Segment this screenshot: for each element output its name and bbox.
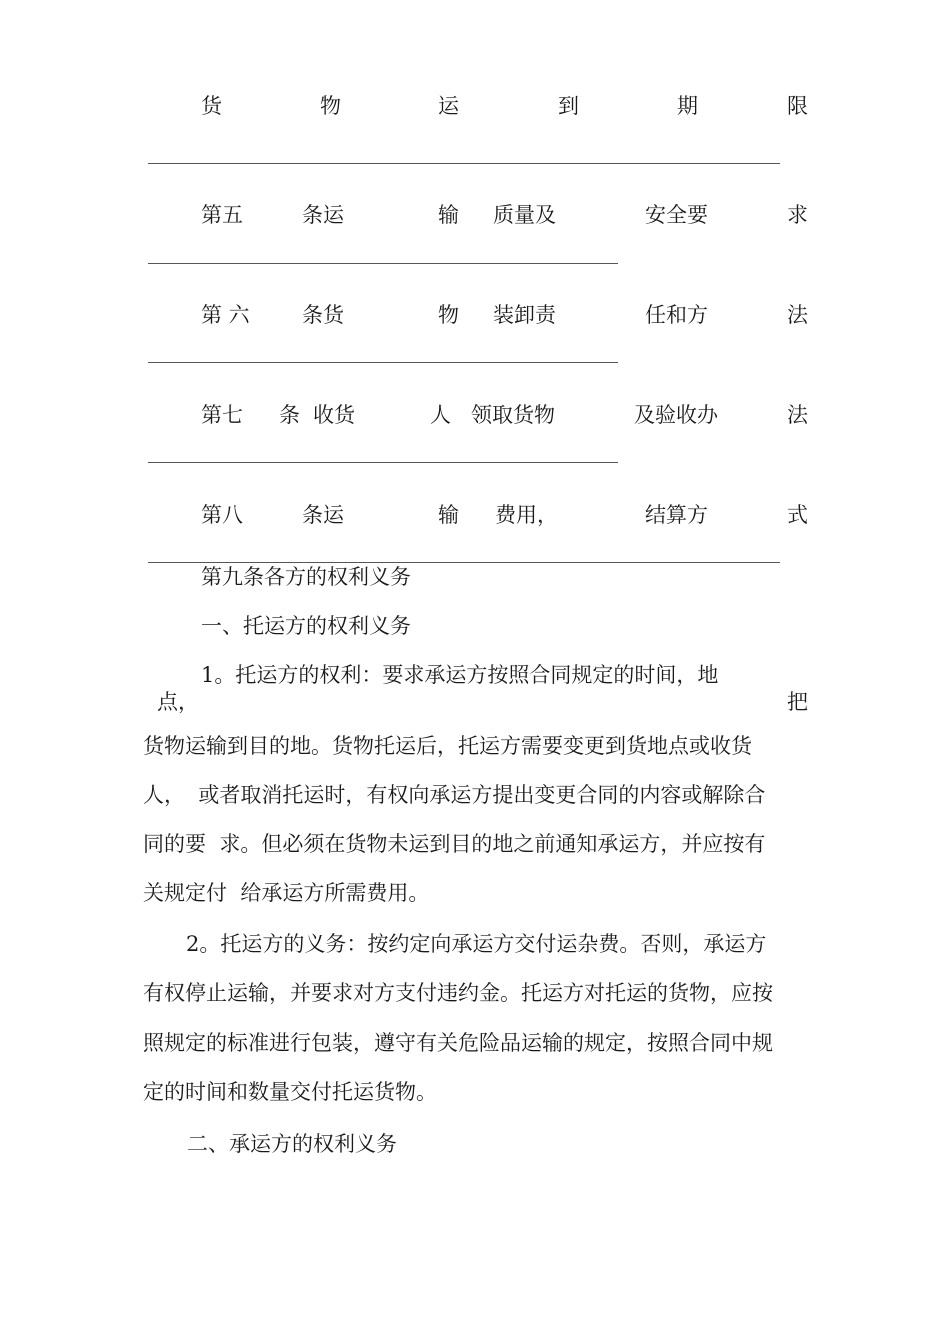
para2-line4: 定的时间和数量交付托运货物。 — [143, 1080, 437, 1104]
form-row-5-cell-4: 费用， — [495, 503, 558, 527]
form-row-3-cell-4: 装卸责 — [493, 303, 556, 327]
section1-heading: 一、托运方的权利义务 — [201, 614, 411, 638]
form-row-1-cell-1: 货 — [201, 94, 222, 118]
form-rule-2 — [148, 263, 618, 264]
form-row-4-cell-1: 第七 — [201, 403, 243, 427]
form-rule-1 — [148, 163, 780, 164]
para2-line1: 2。托运方的义务：按约定向承运方交付运杂费。否则，承运方 — [186, 932, 767, 956]
form-row-1-cell-4: 到 — [558, 94, 579, 118]
form-row-1-cell-5: 期 — [677, 94, 698, 118]
para1-line4: 同的要 求。但必须在货物未运到目的地之前通知承运方，并应按有 — [143, 832, 766, 856]
form-row-5-cell-5: 结算方 — [645, 503, 708, 527]
para1-line1-tail-left: 点， — [157, 690, 199, 714]
para2-line3: 照规定的标准进行包装，遵守有关危险品运输的规定，按照合同中规 — [143, 1031, 773, 1055]
para2-line2: 有权停止运输，并要求对方支付违约金。托运方对托运的货物，应按 — [143, 981, 773, 1005]
form-row-3-cell-1: 第 六 — [201, 303, 250, 327]
form-row-5-cell-2: 条运 — [302, 503, 344, 527]
form-row-2-cell-2: 条运 — [302, 203, 344, 227]
form-row-3-cell-3: 物 — [438, 303, 459, 327]
form-row-1-cell-2: 物 — [320, 94, 341, 118]
para1-line5: 关规定付 给承运方所需费用。 — [143, 881, 430, 905]
form-row-2-cell-1: 第五 — [201, 203, 243, 227]
form-row-2-cell-6: 求 — [787, 203, 808, 227]
form-row-4-cell-6: 及验收办 — [634, 403, 718, 427]
form-row-3-cell-6: 法 — [787, 303, 808, 327]
para1-line1-tail-right: 把 — [787, 690, 808, 714]
form-row-2-cell-4: 质量及 — [493, 203, 556, 227]
form-row-5-cell-3: 输 — [438, 503, 459, 527]
form-row-2-cell-3: 输 — [438, 203, 459, 227]
section2-heading: 二、承运方的权利义务 — [187, 1132, 397, 1156]
form-row-1-cell-6: 限 — [787, 94, 808, 118]
form-row-5-cell-1: 第八 — [201, 503, 243, 527]
para1-line2: 货物运输到目的地。货物托运后，托运方需要变更到货地点或收货 — [143, 734, 752, 758]
form-row-4-cell-4: 人 — [430, 403, 451, 427]
form-row-4-cell-3: 收货 — [313, 403, 355, 427]
form-row-1-cell-3: 运 — [438, 94, 459, 118]
form-rule-5 — [148, 562, 780, 563]
form-row-4-cell-2: 条 — [279, 403, 300, 427]
form-row-4-cell-5: 领取货物 — [471, 403, 555, 427]
form-rule-3 — [148, 362, 618, 363]
form-row-3-cell-2: 条货 — [302, 303, 344, 327]
para1-line1: 1。托运方的权利：要求承运方按照合同规定的时间，地 — [201, 663, 719, 687]
form-row-3-cell-5: 任和方 — [645, 303, 708, 327]
form-row-5-cell-6: 式 — [787, 503, 808, 527]
para1-line3: 人， 或者取消托运时，有权向承运方提出变更合同的内容或解除合 — [143, 783, 766, 807]
form-row-4-cell-7: 法 — [787, 403, 808, 427]
form-row-2-cell-5: 安全要 — [645, 203, 708, 227]
form-rule-4 — [148, 462, 618, 463]
article9-heading: 第九条各方的权利义务 — [201, 565, 411, 589]
